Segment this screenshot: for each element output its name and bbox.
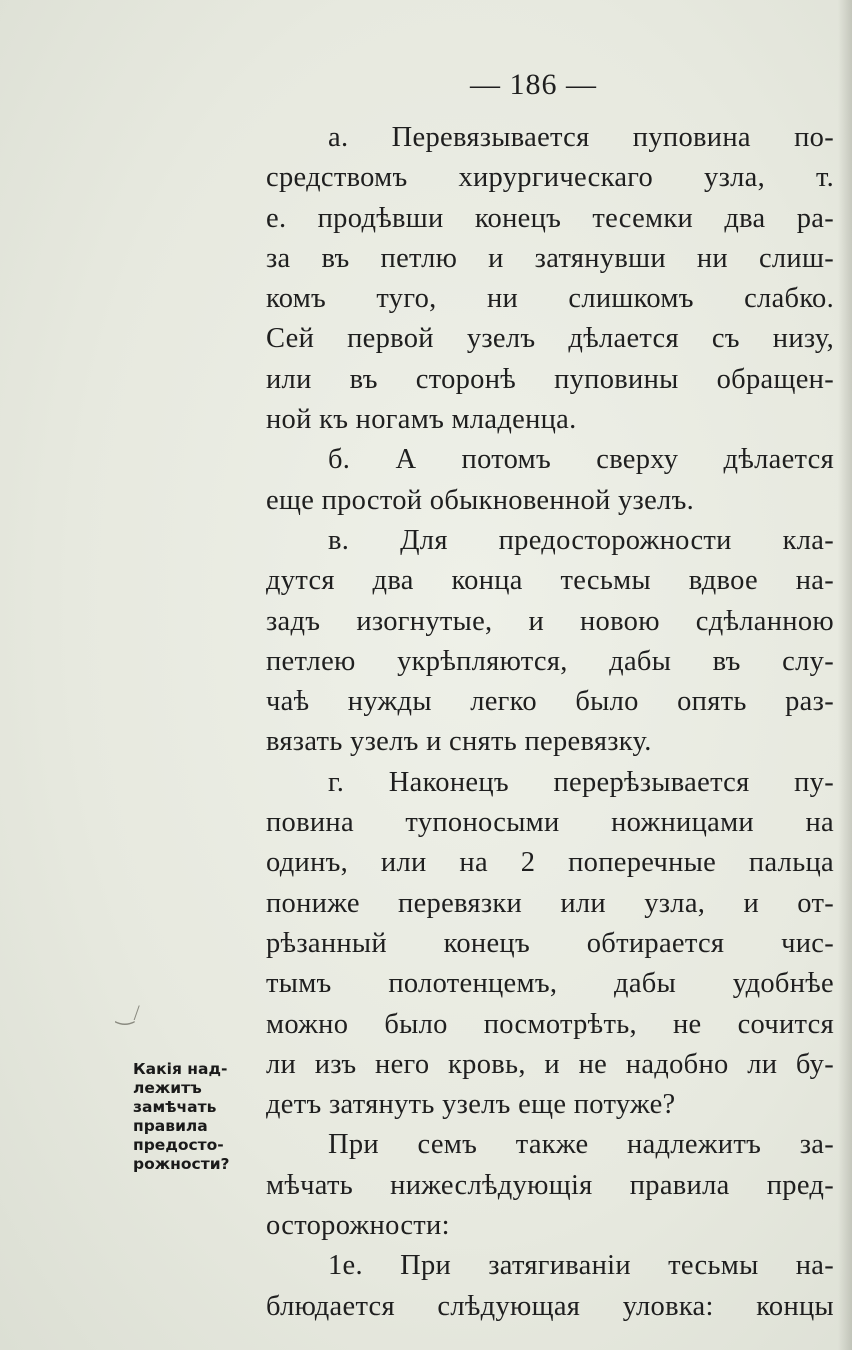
ink-mark: ‿/ <box>116 1000 140 1025</box>
text-line: Сей первой узелъ дѣлается съ низу, <box>266 323 834 355</box>
page-number: — 186 — <box>470 68 597 101</box>
text-line: пониже перевязки или узла, и от- <box>266 887 834 919</box>
text-line: При семъ также надлежитъ за- <box>328 1129 834 1161</box>
text-line: петлею укрѣпляются, дабы въ слу- <box>266 645 834 677</box>
text-line: одинъ, или на 2 поперечные пальца <box>266 847 834 879</box>
margin-note-line: лежитъ <box>133 1079 202 1097</box>
text-line: можно было посмотрѣть, не сочится <box>266 1008 834 1040</box>
text-line: ной къ ногамъ младенца. <box>266 404 577 436</box>
text-line: а. Перевязывается пуповина по- <box>328 122 834 153</box>
text-line: ли изъ него кровь, и не надобно ли бу- <box>266 1048 834 1080</box>
margin-note-line: замѣчать <box>133 1098 217 1116</box>
text-line: за въ петлю и затянувши ни слиш- <box>266 242 834 274</box>
text-line: еще простой обыкновенной узелъ. <box>266 484 695 516</box>
text-line: в. Для предосторожности кла- <box>328 524 834 556</box>
text-line: комъ туго, ни слишкомъ слабко. <box>266 283 834 315</box>
text-line: б. А потомъ сверху дѣлается <box>328 444 834 476</box>
text-line: рѣзанный конецъ обтирается чис- <box>266 927 834 959</box>
margin-note <box>133 1060 273 1174</box>
text-line: блюдается слѣдующая уловка: концы <box>266 1290 834 1322</box>
text-line: чаѣ нужды легко было опять раз- <box>266 686 834 718</box>
text-line: вязать узелъ и снять перевязку. <box>266 726 652 758</box>
body-text <box>266 118 834 1327</box>
text-line: дутся два конца тесьмы вдвое на- <box>266 565 834 597</box>
text-line: мѣчать нижеслѣдующія правила пред- <box>266 1169 834 1201</box>
text-line: задъ изогнутые, и новою сдѣланною <box>266 605 834 637</box>
margin-note-line: правила <box>133 1117 208 1135</box>
margin-note-line: предосто- <box>133 1136 224 1154</box>
margin-note-line: Какія над- <box>133 1060 228 1078</box>
page-edge-shadow <box>838 0 852 1350</box>
text-line: повина тупоносыми ножницами на <box>266 807 834 839</box>
text-line: е. продѣвши конецъ тесемки два ра- <box>266 202 834 234</box>
text-line: или въ сторонѣ пуповины обращен- <box>266 363 834 395</box>
text-line: средствомъ хирургическаго узла, т. <box>266 162 834 194</box>
text-line: тымъ полотенцемъ, дабы удобнѣе <box>266 968 834 1000</box>
text-line: детъ затянуть узелъ еще потуже? <box>266 1089 676 1121</box>
text-line: осторожности: <box>266 1210 450 1242</box>
margin-note-line: рожности? <box>133 1155 230 1173</box>
text-line: 1е. При затягиваніи тесьмы на- <box>328 1250 834 1282</box>
text-line: г. Наконецъ перерѣзывается пу- <box>328 766 834 798</box>
